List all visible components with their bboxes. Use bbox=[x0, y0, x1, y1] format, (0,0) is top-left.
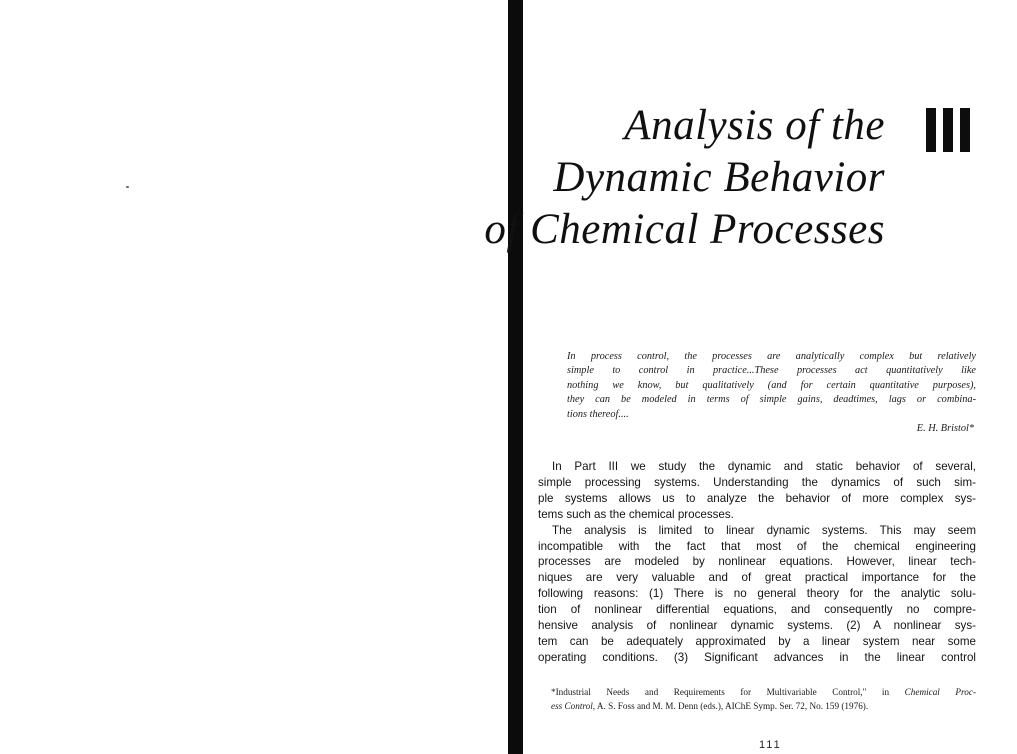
body-line: niques are very valuable and of great practical importance for the bbox=[538, 571, 976, 585]
part-title-line: of Chemical Processes bbox=[484, 206, 885, 253]
left-page bbox=[0, 0, 508, 754]
body-line: processes are modeled by nonlinear equations. However, linear tech- bbox=[538, 555, 976, 569]
body-line: following reasons: (1) There is no general theory for the analytic solu- bbox=[538, 587, 976, 601]
part-numeral-bar bbox=[960, 108, 970, 152]
part-numeral-mark bbox=[926, 108, 970, 152]
footnote-text: *Industrial Needs and Requirements for Multivariable Control," in bbox=[551, 687, 905, 697]
epigraph-line: nothing we know, but qualitatively (and for certain quantitative purposes), bbox=[567, 379, 976, 391]
part-title bbox=[484, 100, 885, 256]
epigraph-line: simple to control in practice...These processes act quantitatively like bbox=[567, 365, 976, 377]
body-line: ple systems allows us to analyze the behavior of more complex sys- bbox=[538, 491, 976, 505]
epigraph bbox=[567, 350, 976, 436]
body-line: simple processing systems. Understanding the dynamics of such sim- bbox=[538, 475, 976, 489]
footnote bbox=[551, 685, 976, 713]
footnote-line bbox=[551, 699, 976, 713]
part-numeral-bar bbox=[943, 108, 953, 152]
body-line: In Part III we study the dynamic and static behavior of several, bbox=[552, 460, 976, 473]
part-title-line: Analysis of the bbox=[624, 102, 885, 149]
epigraph-line: In process control, the processes are analytically complex but relatively bbox=[567, 351, 976, 362]
body-line: The analysis is limited to linear dynamic systems. This may seem bbox=[552, 523, 976, 537]
body-line: tem can be adequately approximated by a linear system near some bbox=[538, 634, 976, 648]
part-title-line: Dynamic Behavior bbox=[553, 154, 885, 201]
body-text bbox=[538, 459, 976, 666]
body-line: hensive analysis of nonlinear dynamic systems. (2) A nonlinear sys- bbox=[538, 619, 976, 633]
body-line: operating conditions. (3) Significant advances in the linear control bbox=[538, 650, 976, 664]
footnote-text: , A. S. Foss and M. M. Denn (eds.), AIChE Symp. Ser. 72, No. 159 (1976). bbox=[592, 701, 869, 711]
body-line: tems such as the chemical processes. bbox=[538, 507, 734, 521]
footnote-line bbox=[551, 685, 976, 699]
footnote-source-title: ess Control bbox=[551, 701, 593, 711]
body-line: incompatible with the fact that most of the chemical engineering bbox=[538, 539, 976, 553]
footnote-source-title: Chemical Proc- bbox=[904, 687, 977, 697]
body-line: tion of nonlinear differential equations, and consequently no compre- bbox=[538, 603, 976, 617]
right-page bbox=[484, 0, 1017, 754]
epigraph-attribution: E. H. Bristol* bbox=[916, 423, 974, 435]
epigraph-line: they can be modeled in terms of simple gains, deadtimes, lags or combina- bbox=[567, 394, 976, 406]
epigraph-line: tions thereof.... bbox=[567, 408, 629, 420]
page-speck bbox=[126, 186, 129, 188]
page-number: 111 bbox=[759, 739, 782, 751]
part-numeral-bar bbox=[926, 108, 936, 152]
